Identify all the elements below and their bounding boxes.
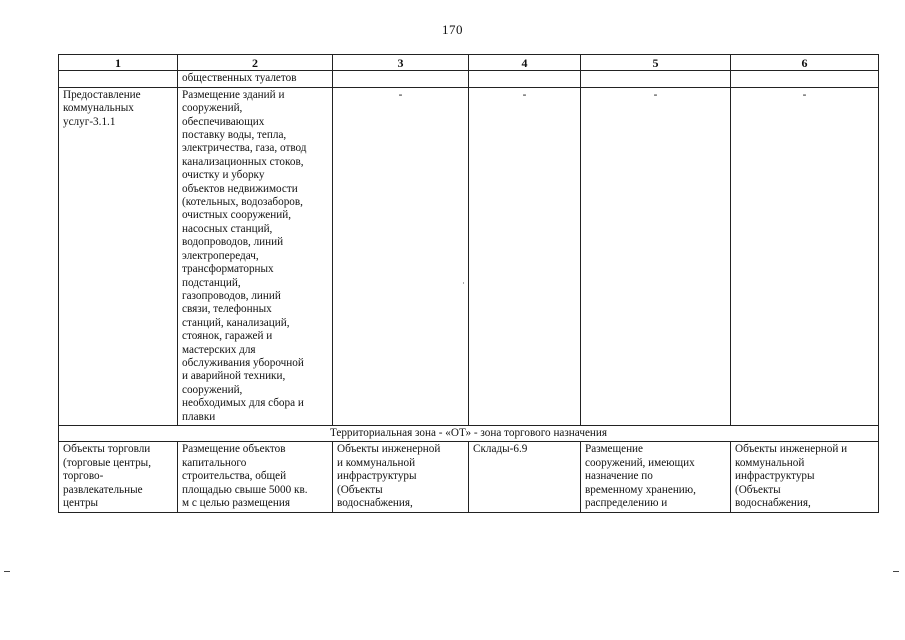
text-line: площадью свыше 5000 кв. xyxy=(182,483,308,496)
header-col-6: 6 xyxy=(731,55,879,71)
text-line: (Объекты xyxy=(735,483,781,496)
text-line: центры xyxy=(63,497,99,509)
zone-title: Территориальная зона - «ОТ» - зона торгового назначения xyxy=(59,425,879,441)
continuation-row xyxy=(59,71,879,87)
header-col-2: 2 xyxy=(178,55,333,71)
service-cell-4: - xyxy=(469,87,581,425)
table-row xyxy=(59,442,879,513)
text-line: водопроводов, линий xyxy=(182,236,284,249)
text-line: (котельных, водозаборов, xyxy=(182,196,303,209)
text-line: необходимых для сбора и xyxy=(182,397,304,410)
text-line: Склады-6.9 xyxy=(473,443,528,456)
text-line: мастерских для xyxy=(182,343,256,356)
text-line: распределению и xyxy=(585,497,668,509)
service-name-cell xyxy=(59,87,178,425)
text-line: Объекты инженерной и xyxy=(735,443,848,456)
header-col-4: 4 xyxy=(469,55,581,71)
text-line: инфраструктуры xyxy=(735,470,815,483)
continuation-cell-6 xyxy=(731,71,879,87)
left-margin-mark xyxy=(4,571,10,572)
trade-name-cell xyxy=(59,442,178,513)
text-line: Объекты торговли xyxy=(63,443,151,456)
page-number: 170 xyxy=(442,22,463,37)
land-use-table xyxy=(58,54,879,513)
text-line: стоянок, гаражей и xyxy=(182,330,273,343)
text-line: услуг-3.1.1 xyxy=(63,115,116,128)
text-line: водоснабжения, xyxy=(337,497,413,509)
continuation-cell-2: общественных туалетов xyxy=(178,71,333,87)
text-line: инфраструктуры xyxy=(337,470,417,483)
text-line: (Объекты xyxy=(337,483,383,496)
text-line: газопроводов, линий xyxy=(182,289,281,302)
continuation-cell-4 xyxy=(469,71,581,87)
text-line: строительства, общей xyxy=(182,470,287,483)
service-cell-5: - xyxy=(581,87,731,425)
continuation-cell-1 xyxy=(59,71,178,87)
trade-cell-5 xyxy=(581,442,731,513)
text-line: очистных сооружений, xyxy=(182,209,292,222)
service-cell-6: - xyxy=(731,87,879,425)
text-line: торгово- xyxy=(63,470,104,483)
continuation-cell-5 xyxy=(581,71,731,87)
text-line: капитального xyxy=(182,456,247,469)
text-line: сооружений, xyxy=(182,383,243,396)
text-line: трансформаторных xyxy=(182,263,274,276)
zone-row xyxy=(59,425,879,441)
header-col-3: 3 xyxy=(333,55,469,71)
service-cell-3: - xyxy=(333,87,469,425)
text-line: Предоставление xyxy=(63,88,141,101)
text-line: объектов недвижимости xyxy=(182,182,298,195)
text-line: развлекательные xyxy=(63,483,143,496)
text-line: коммунальных xyxy=(63,102,134,115)
header-row xyxy=(59,55,879,71)
text-line: Размещение xyxy=(585,443,644,456)
text-line: водоснабжения, xyxy=(735,497,811,509)
scan-speck xyxy=(463,282,464,284)
text-line: обеспечивающих xyxy=(182,115,265,128)
text-line: поставку воды, тепла, xyxy=(182,129,287,142)
trade-description-cell xyxy=(178,442,333,513)
text-line: обслуживания уборочной xyxy=(182,356,304,369)
header-col-1: 1 xyxy=(59,55,178,71)
header-col-5: 5 xyxy=(581,55,731,71)
table-row xyxy=(59,87,879,425)
text-line: сооружений, имеющих xyxy=(585,456,695,469)
text-line: м с целью размещения xyxy=(182,497,290,509)
text-line: сооружений, xyxy=(182,102,243,115)
text-line: связи, телефонных xyxy=(182,303,272,316)
trade-cell-3 xyxy=(333,442,469,513)
service-description-cell xyxy=(178,87,333,425)
text-line: временному хранению, xyxy=(585,483,696,496)
text-line: Размещение зданий и xyxy=(182,88,285,101)
text-line: канализационных стоков, xyxy=(182,155,304,168)
text-line: коммунальной xyxy=(735,456,805,469)
trade-cell-4 xyxy=(469,442,581,513)
text-line: подстанций, xyxy=(182,276,241,289)
text-line: (торговые центры, xyxy=(63,456,151,469)
text-line: Размещение объектов xyxy=(182,443,286,456)
text-line: насосных станций, xyxy=(182,222,273,235)
text-line: очистку и уборку xyxy=(182,169,265,182)
text-line: Объекты инженерной xyxy=(337,443,441,456)
trade-cell-6 xyxy=(731,442,879,513)
right-margin-mark xyxy=(893,571,899,572)
text-line: станций, канализаций, xyxy=(182,316,290,329)
text-line: назначение по xyxy=(585,470,653,483)
text-line: плавки xyxy=(182,410,216,423)
text-line: и аварийной техники, xyxy=(182,370,286,383)
text-line: электропередач, xyxy=(182,249,259,262)
continuation-cell-3 xyxy=(333,71,469,87)
text-line: электричества, газа, отвод xyxy=(182,142,307,155)
text-line: и коммунальной xyxy=(337,456,416,469)
